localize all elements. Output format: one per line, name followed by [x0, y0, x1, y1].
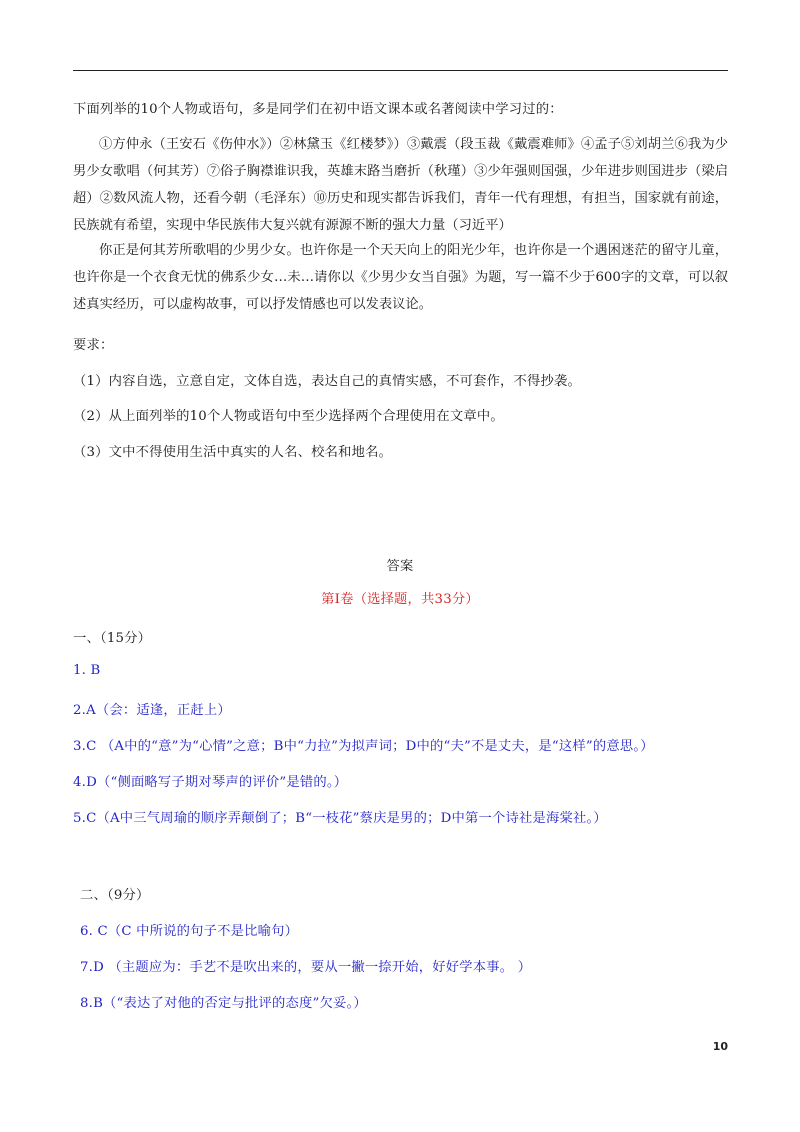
requirement-item: （1）内容自选，立意自定，文体自选，表达自己的真情实感，不可套作，不得抄袭。: [73, 374, 582, 389]
answer-item: 7.D （主题应为：手艺不是吹出来的，要从一撇一捺开始，好好学本事。 ）: [80, 960, 532, 975]
answer-item: 4.D（“侧面略写子期对琴声的评价”是错的。）: [73, 775, 348, 790]
question-list-paragraph: ①方仲永（王安石《伤仲水》）②林黛玉《红楼梦》）③戴震（段玉裁《戴震难师》④孟子⑤刘胡兰⑥我为少男少女歌唱（何其芳）⑦俗子胸襟谁识我，英雄末路当磨折（秋瑾）③少年强则国强，少年进步则国进步（梁启超）②数风流人物，还看今朝（毛泽东）⑩历史和现实都告诉我们，青年一代有理想，有担当，国家就有前途，民族就有希望，实现中华民族伟大复兴就有源源不断的强大力量（习近平）: [73, 137, 728, 233]
answers-heading: 答案: [386, 559, 414, 574]
answer-item: 6. C（C 中所说的句子不是比喻句）: [80, 924, 299, 939]
answer-item: 1. B: [73, 663, 101, 678]
volume-title: 第I卷（选择题，共33分）: [321, 592, 479, 607]
answer-item: 5.C（A中三气周瑜的顺序弄颠倒了；B“一枝花”蔡庆是男的；D中第一个诗社是海棠社。）: [73, 811, 607, 826]
section2-title: 二、（9分）: [80, 888, 150, 903]
answer-item: 8.B（“表达了对他的否定与批评的态度”欠妥。）: [80, 996, 367, 1011]
question-prompt-paragraph: 你正是何其芳所歌唱的少男少女。也许你是一个天天向上的阳光少年，也许你是一个遇困迷茫的留守儿童，也许你是一个衣食无忧的佛系少女…未…请你以《少男少女当自强》为题，写一篇不少于600字的文章，可以叙述真实经历，可以虚构故事，可以抒发情感也可以发表议论。: [73, 243, 728, 312]
question-intro: 下面列举的10个人物或语句，多是同学们在初中语文课本或名著阅读中学习过的：: [73, 102, 563, 117]
answer-item: 2.A（会：适逢，正赶上）: [73, 703, 231, 718]
page-number: 10: [712, 1040, 728, 1053]
header-rule: [73, 70, 728, 71]
section1-title: 一、（15分）: [73, 631, 152, 646]
requirement-item: （3）文中不得使用生活中真实的人名、校名和地名。: [73, 445, 393, 460]
requirements-heading: 要求：: [73, 338, 114, 353]
answer-item: 3.C （A中的“意”为“心情”之意；B中“力拉”为拟声词；D中的“夫”不是丈夫，是“这样”的意思。）: [73, 739, 654, 754]
requirement-item: （2）从上面列举的10个人物或语句中至少选择两个合理使用在文章中。: [73, 409, 504, 424]
